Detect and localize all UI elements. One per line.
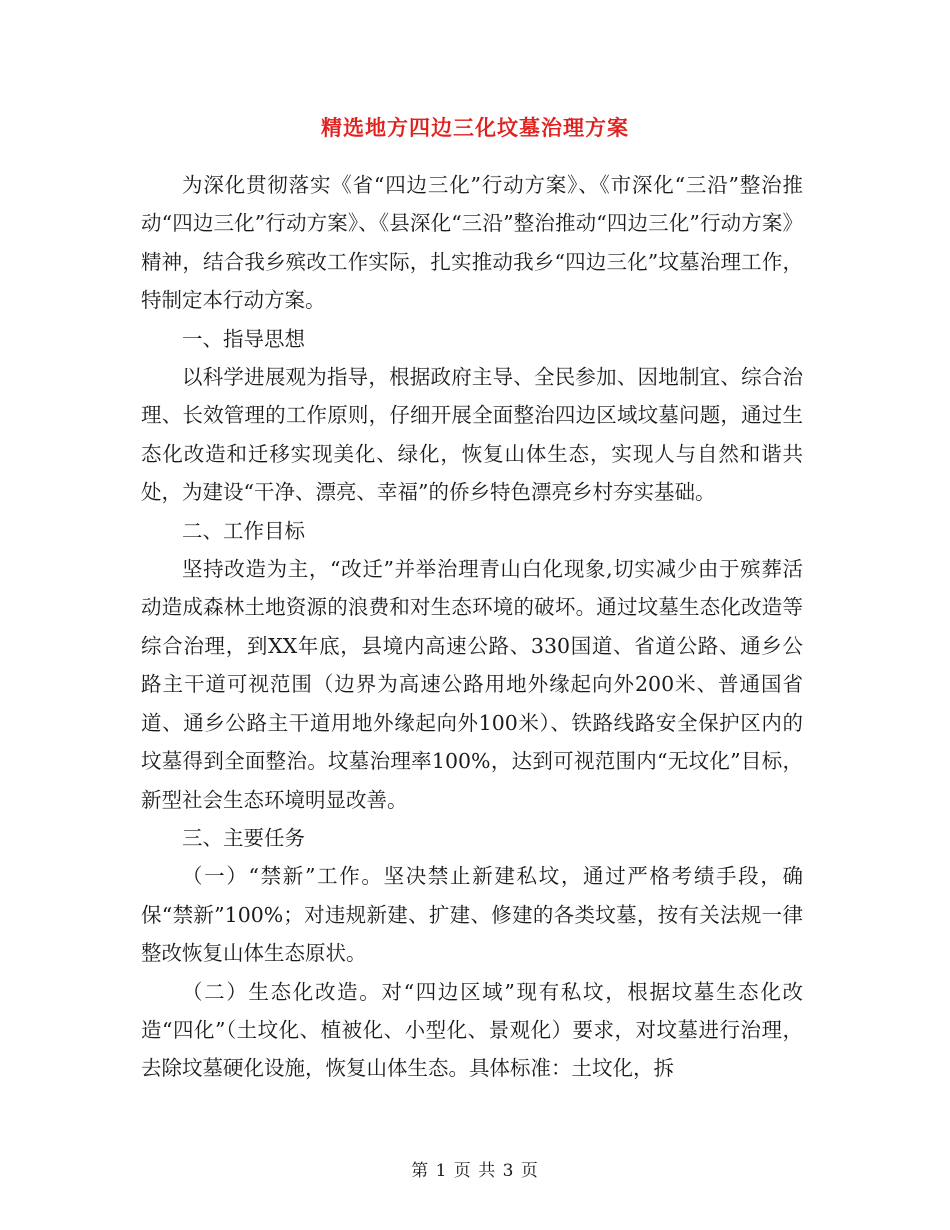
document-title: 精选地方四边三化坟墓治理方案 bbox=[321, 115, 629, 140]
section-heading-work-goals: 二、工作目标 bbox=[182, 518, 305, 543]
document-body bbox=[141, 166, 803, 1088]
work-goals-paragraph: 坚持改造为主，“改迁”并举治理青山白化现象,切实减少由于殡葬活动造成森林土地资源的浪费和对生态环境的破坏。通过坟墓生态化改造等综合治理，到XX年底，县境内高速公路、330国道、省道公路、通乡公路主干道可视范围（边界为高速公路用地外缘起向外200米、普通国省道、通乡公路主干道用地外缘起向外100米）、铁路线路安全保护区内的坟墓得到全面整治。坟墓治理率100%，达到可视范围内“无坟化”目标，新型社会生态环境明显改善。 bbox=[141, 557, 803, 812]
task-paragraph-ban-new: （一）“禁新”工作。坚决禁止新建私坟，通过严格考绩手段，确保“禁新”100%；对违规新建、扩建、修建的各类坟墓，按有关法规一律整改恢复山体生态原状。 bbox=[141, 864, 803, 966]
guiding-thought-paragraph: 以科学进展观为指导，根据政府主导、全民参加、因地制宜、综合治理、长效管理的工作原则，仔细开展全面整治四边区域坟墓问题，通过生态化改造和迁移实现美化、绿化，恢复山体生态，实现人与自然和谐共处，为建设“干净、漂亮、幸福”的侨乡特色漂亮乡村夯实基础。 bbox=[141, 365, 803, 505]
section-heading-main-tasks: 三、主要任务 bbox=[182, 825, 305, 850]
page-number-footer: 第 1 页 共 3 页 bbox=[411, 1161, 539, 1181]
task-paragraph-eco-transformation: （二）生态化改造。对“四边区域”现有私坟，根据坟墓生态化改造“四化”（土坟化、植被化、小型化、景观化）要求，对坟墓进行治理，去除坟墓硬化设施，恢复山体生态。具体标准：土坟化，拆 bbox=[141, 979, 803, 1081]
section-heading-guiding-thought: 一、指导思想 bbox=[182, 326, 305, 351]
intro-paragraph: 为深化贯彻落实《省“四边三化”行动方案》、《市深化“三沿”整治推动“四边三化”行动方案》、《县深化“三沿”整治推动“四边三化”行动方案》精神，结合我乡殡改工作实际，扎实推动我乡“四边三化”坟墓治理工作，特制定本行动方案。 bbox=[141, 173, 803, 313]
